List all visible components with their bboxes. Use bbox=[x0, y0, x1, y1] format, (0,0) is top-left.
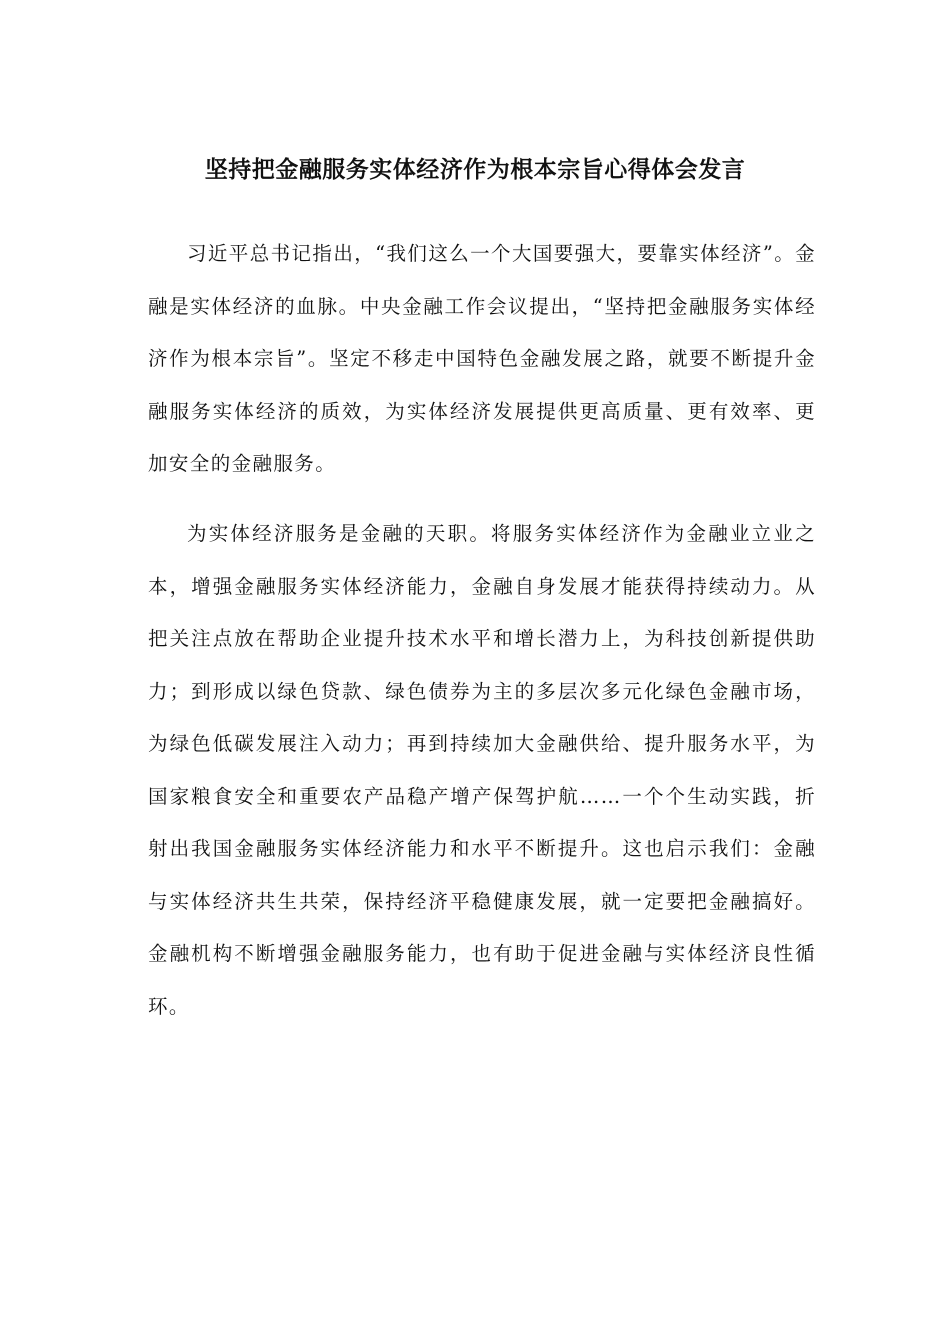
document-title: 坚持把金融服务实体经济作为根本宗旨心得体会发言 bbox=[204, 157, 746, 183]
paragraph-2: 为实体经济服务是金融的天职。将服务实体经济作为金融业立业之本，增强金融服务实体经济能力，金融自身发展才能获得持续动力。从把关注点放在帮助企业提升技术水平和增长潜力上，为科技创新提供助力；到形成以绿色贷款、绿色债券为主的多层次多元化绿色金融市场，为绿色低碳发展注入动力；再到持续加大金融供给、提升服务水平，为国家粮食安全和重要农产品稳产增产保驾护航……一个个生动实践，折射出我国金融服务实体经济能力和水平不断提升。这也启示我们：金融与实体经济共生共荣，保持经济平稳健康发展，就一定要把金融搞好。金融机构不断增强金融服务能力，也有助于促进金融与实体经济良性循环。 bbox=[148, 522, 816, 1018]
paragraph-1: 习近平总书记指出，“我们这么一个大国要强大，要靠实体经济”。金融是实体经济的血脉。中央金融工作会议提出，“坚持把金融服务实体经济作为根本宗旨”。坚定不移走中国特色金融发展之路，就要不断提升金融服务实体经济的质效，为实体经济发展提供更高质量、更有效率、更加安全的金融服务。 bbox=[148, 242, 816, 475]
